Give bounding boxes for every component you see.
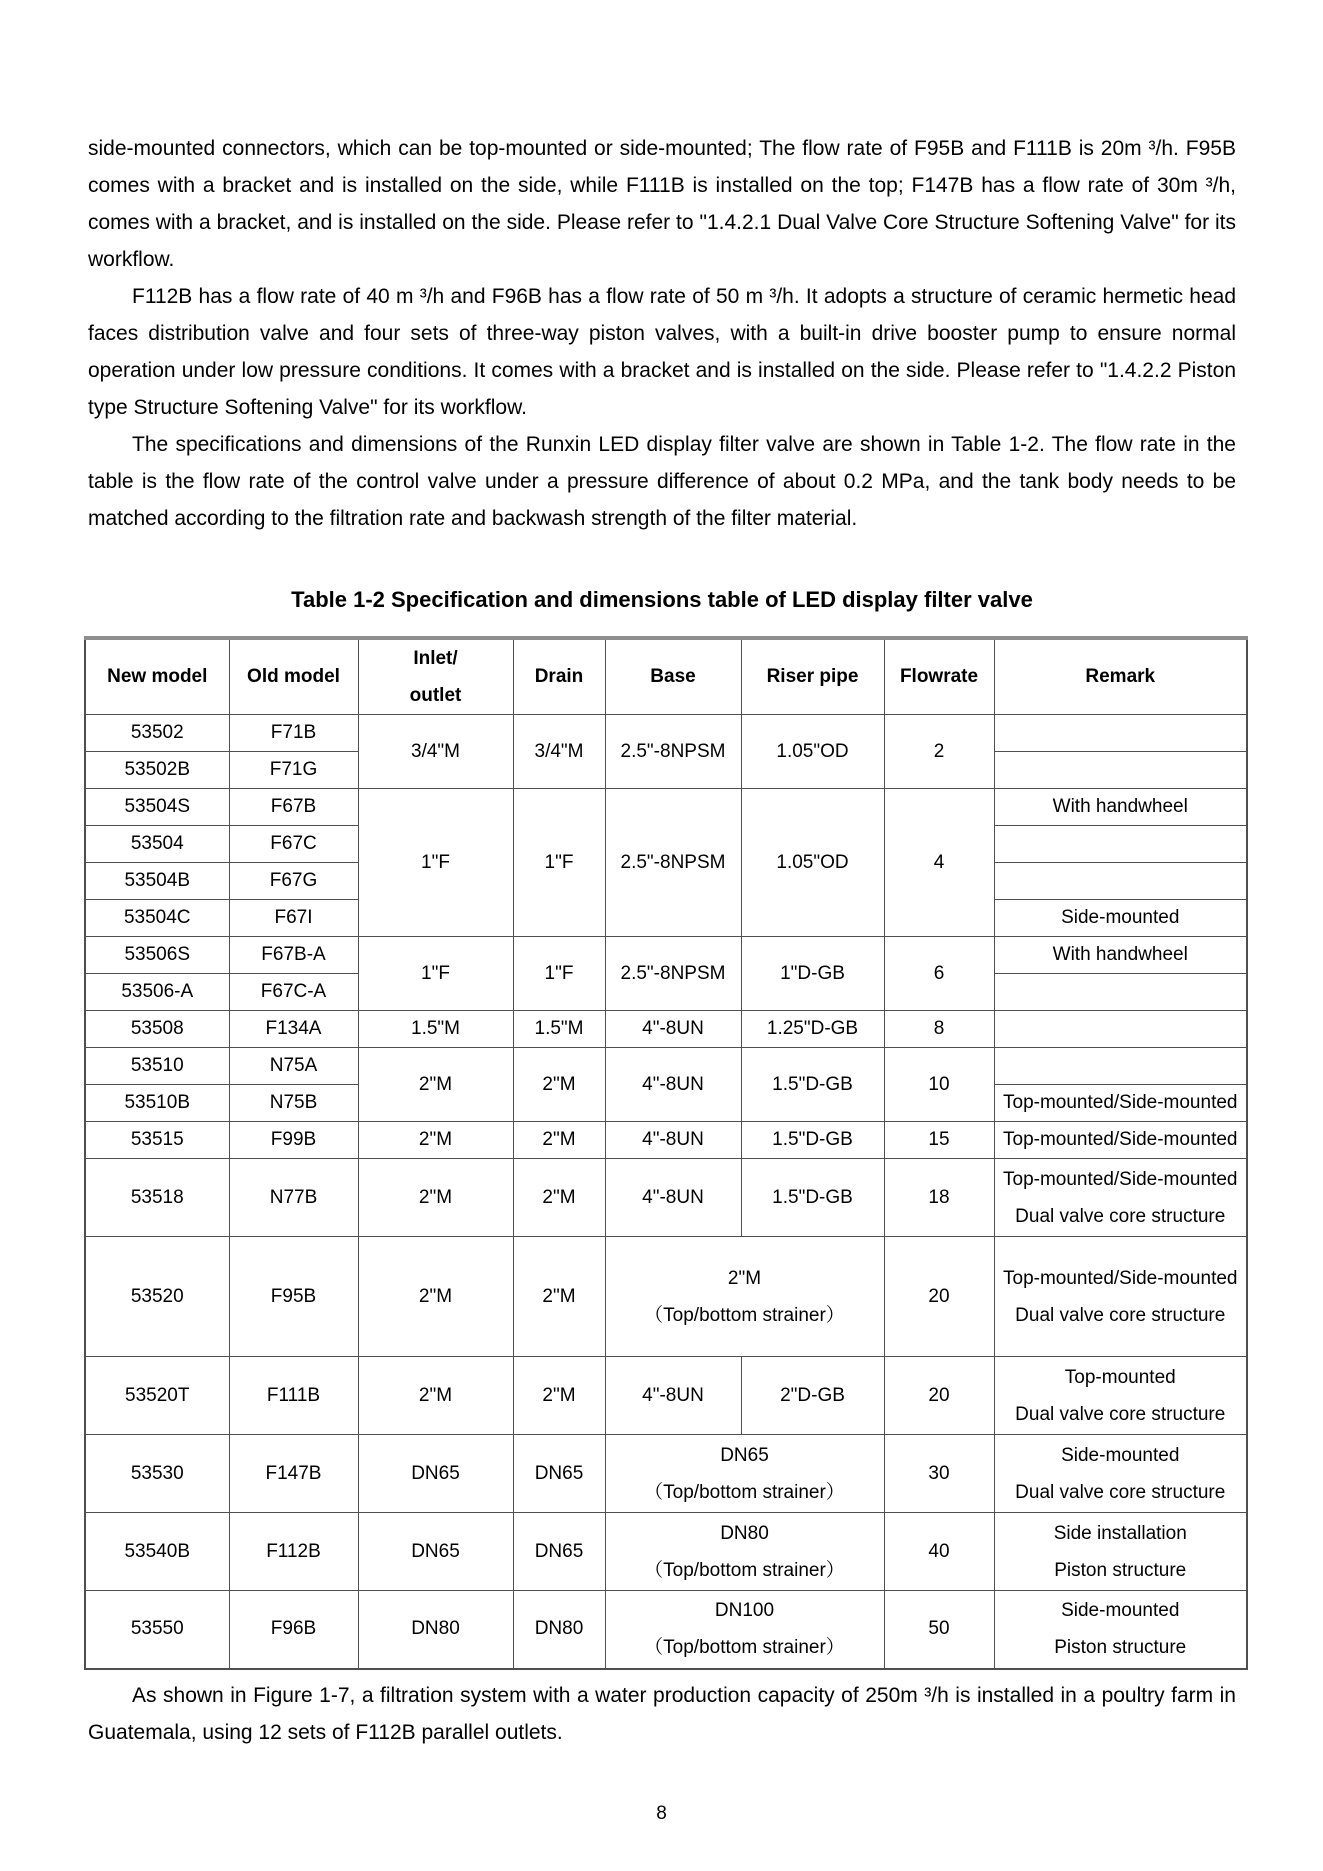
cell-flowrate: 4 [884,789,994,937]
cell-remark [994,752,1247,789]
cell-riser_pipe: 1"D-GB [741,937,884,1011]
cell-remark: With handwheel [994,789,1247,826]
cell-drain: 2"M [513,1237,605,1357]
cell-inlet_outlet: 2"M [358,1048,513,1122]
cell-old_model: N75A [229,1048,358,1085]
cell-riser_pipe: 1.5"D-GB [741,1048,884,1122]
cell-new_model: 53550 [85,1591,229,1669]
header-old_model: Old model [229,638,358,715]
cell-new_model: 53506S [85,937,229,974]
table-header-row [85,638,1247,715]
cell-inlet_outlet: 3/4"M [358,715,513,789]
cell-base: DN65 （Top/bottom strainer） [605,1435,884,1513]
cell-riser_pipe: 1.05"OD [741,789,884,937]
cell-flowrate: 20 [884,1357,994,1435]
cell-old_model: F67C-A [229,974,358,1011]
cell-riser_pipe: 1.5"D-GB [741,1122,884,1159]
table-title: Table 1-2 Specification and dimensions table of LED display filter valve [291,587,1033,612]
cell-base: 2"M （Top/bottom strainer） [605,1237,884,1357]
table-row [85,937,1247,974]
cell-old_model: F112B [229,1513,358,1591]
cell-new_model: 53504S [85,789,229,826]
cell-base: DN100 （Top/bottom strainer） [605,1591,884,1669]
cell-riser_pipe: 1.25"D-GB [741,1011,884,1048]
spec-table [84,636,1248,1670]
cell-new_model: 53518 [85,1159,229,1237]
cell-inlet_outlet: DN65 [358,1513,513,1591]
cell-flowrate: 18 [884,1159,994,1237]
cell-new_model: 53510B [85,1085,229,1122]
table-body [85,715,1247,1669]
page-number: 8 [656,1803,667,1824]
cell-remark [994,826,1247,863]
cell-drain: DN65 [513,1435,605,1513]
cell-drain: 2"M [513,1159,605,1237]
cell-remark: Top-mounted/Side-mounted [994,1122,1247,1159]
cell-inlet_outlet: 2"M [358,1122,513,1159]
cell-riser_pipe: 1.5"D-GB [741,1159,884,1237]
cell-flowrate: 15 [884,1122,994,1159]
cell-inlet_outlet: DN80 [358,1591,513,1669]
cell-inlet_outlet: DN65 [358,1435,513,1513]
cell-drain: 2"M [513,1048,605,1122]
table-row [85,715,1247,752]
cell-inlet_outlet: 1"F [358,789,513,937]
cell-remark [994,863,1247,900]
table-row [85,1159,1247,1237]
cell-riser_pipe: 2"D-GB [741,1357,884,1435]
table-row [85,1048,1247,1085]
cell-flowrate: 2 [884,715,994,789]
cell-old_model: F67C [229,826,358,863]
cell-remark: Side-mounted [994,900,1247,937]
cell-old_model: F67G [229,863,358,900]
table-row [85,1237,1247,1357]
cell-remark: Side-mounted Dual valve core structure [994,1435,1247,1513]
cell-flowrate: 8 [884,1011,994,1048]
cell-new_model: 53502B [85,752,229,789]
header-riser_pipe: Riser pipe [741,638,884,715]
header-inlet_outlet: Inlet/ outlet [358,638,513,715]
cell-drain: 1.5"M [513,1011,605,1048]
cell-new_model: 53520 [85,1237,229,1357]
cell-new_model: 53508 [85,1011,229,1048]
cell-remark: Top-mounted/Side-mounted [994,1085,1247,1122]
cell-flowrate: 20 [884,1237,994,1357]
paragraph-3: The specifications and dimensions of the Runxin LED display filter valve are shown in Table 1-2. The flow rate in the table is the flow rate of the control valve under a pressure difference of about 0.2 MPa, and the tank body needs to be matched according to the filtration rate and backwash strength of the filter material. [88,433,1236,530]
table-row [85,1357,1247,1435]
cell-remark [994,715,1247,752]
cell-new_model: 53504B [85,863,229,900]
paragraph-1: side-mounted connectors, which can be top-mounted or side-mounted; The flow rate of F95B and F111B is 20m ³/h. F95B comes with a bracket and is installed on the side, while F111B is installed on the top; F147B has a flow rate of 30m ³/h, comes with a bracket, and is installed on the side. Please refer to "1.4.2.1 Dual Valve Core Structure Softening Valve" for its workflow. [88,137,1236,271]
cell-remark: Side-mounted Piston structure [994,1591,1247,1669]
cell-base: 4"-8UN [605,1357,741,1435]
cell-base: 4"-8UN [605,1011,741,1048]
cell-new_model: 53530 [85,1435,229,1513]
cell-drain: 1"F [513,789,605,937]
cell-old_model: N77B [229,1159,358,1237]
cell-new_model: 53515 [85,1122,229,1159]
cell-old_model: F95B [229,1237,358,1357]
table-row [85,1435,1247,1513]
table-row [85,1122,1247,1159]
cell-remark: Top-mounted Dual valve core structure [994,1357,1247,1435]
cell-base: 2.5"-8NPSM [605,715,741,789]
cell-old_model: F71B [229,715,358,752]
cell-new_model: 53506-A [85,974,229,1011]
cell-new_model: 53520T [85,1357,229,1435]
cell-new_model: 53510 [85,1048,229,1085]
cell-remark: With handwheel [994,937,1247,974]
cell-old_model: F147B [229,1435,358,1513]
cell-drain: 2"M [513,1357,605,1435]
table-header [85,638,1247,715]
header-flowrate: Flowrate [884,638,994,715]
cell-inlet_outlet: 2"M [358,1159,513,1237]
cell-inlet_outlet: 2"M [358,1237,513,1357]
cell-inlet_outlet: 1.5"M [358,1011,513,1048]
cell-drain: 2"M [513,1122,605,1159]
cell-old_model: F99B [229,1122,358,1159]
header-drain: Drain [513,638,605,715]
header-new_model: New model [85,638,229,715]
closing-paragraph: As shown in Figure 1-7, a filtration system with a water production capacity of 250m ³/h is installed in a poultry farm in Guatemala, using 12 sets of F112B parallel outlets. [88,1684,1236,1744]
cell-old_model: F111B [229,1357,358,1435]
cell-new_model: 53504 [85,826,229,863]
cell-riser_pipe: 1.05"OD [741,715,884,789]
cell-old_model: F67B [229,789,358,826]
closing-text-block [88,1677,1236,1751]
cell-remark: Top-mounted/Side-mounted Dual valve core structure [994,1159,1247,1237]
cell-new_model: 53540B [85,1513,229,1591]
cell-old_model: F96B [229,1591,358,1669]
cell-old_model: F67B-A [229,937,358,974]
table-row [85,789,1247,826]
cell-drain: DN80 [513,1591,605,1669]
cell-new_model: 53504C [85,900,229,937]
cell-base: 4"-8UN [605,1159,741,1237]
table-row [85,1513,1247,1591]
cell-flowrate: 6 [884,937,994,1011]
cell-drain: DN65 [513,1513,605,1591]
cell-base: 4"-8UN [605,1122,741,1159]
cell-drain: 1"F [513,937,605,1011]
cell-remark: Top-mounted/Side-mounted Dual valve core structure [994,1237,1247,1357]
cell-base: 4"-8UN [605,1048,741,1122]
header-remark: Remark [994,638,1247,715]
cell-base: 2.5"-8NPSM [605,937,741,1011]
cell-old_model: F71G [229,752,358,789]
cell-flowrate: 10 [884,1048,994,1122]
cell-new_model: 53502 [85,715,229,752]
cell-remark: Side installation Piston structure [994,1513,1247,1591]
cell-old_model: F67I [229,900,358,937]
body-text-block [88,130,1236,537]
cell-inlet_outlet: 1"F [358,937,513,1011]
table-row [85,1591,1247,1669]
cell-flowrate: 50 [884,1591,994,1669]
cell-base: DN80 （Top/bottom strainer） [605,1513,884,1591]
cell-old_model: F134A [229,1011,358,1048]
cell-remark [994,1011,1247,1048]
table-row [85,1011,1247,1048]
header-base: Base [605,638,741,715]
cell-remark [994,974,1247,1011]
cell-flowrate: 30 [884,1435,994,1513]
cell-old_model: N75B [229,1085,358,1122]
cell-inlet_outlet: 2"M [358,1357,513,1435]
cell-flowrate: 40 [884,1513,994,1591]
cell-drain: 3/4"M [513,715,605,789]
paragraph-2: F112B has a flow rate of 40 m ³/h and F96B has a flow rate of 50 m ³/h. It adopts a structure of ceramic hermetic head faces distribution valve and four sets of three-way piston valves, with a built-in drive booster pump to ensure normal operation under low pressure conditions. It comes with a bracket and is installed on the side. Please refer to "1.4.2.2 Piston type Structure Softening Valve" for its workflow. [88,285,1236,419]
cell-base: 2.5"-8NPSM [605,789,741,937]
cell-remark [994,1048,1247,1085]
